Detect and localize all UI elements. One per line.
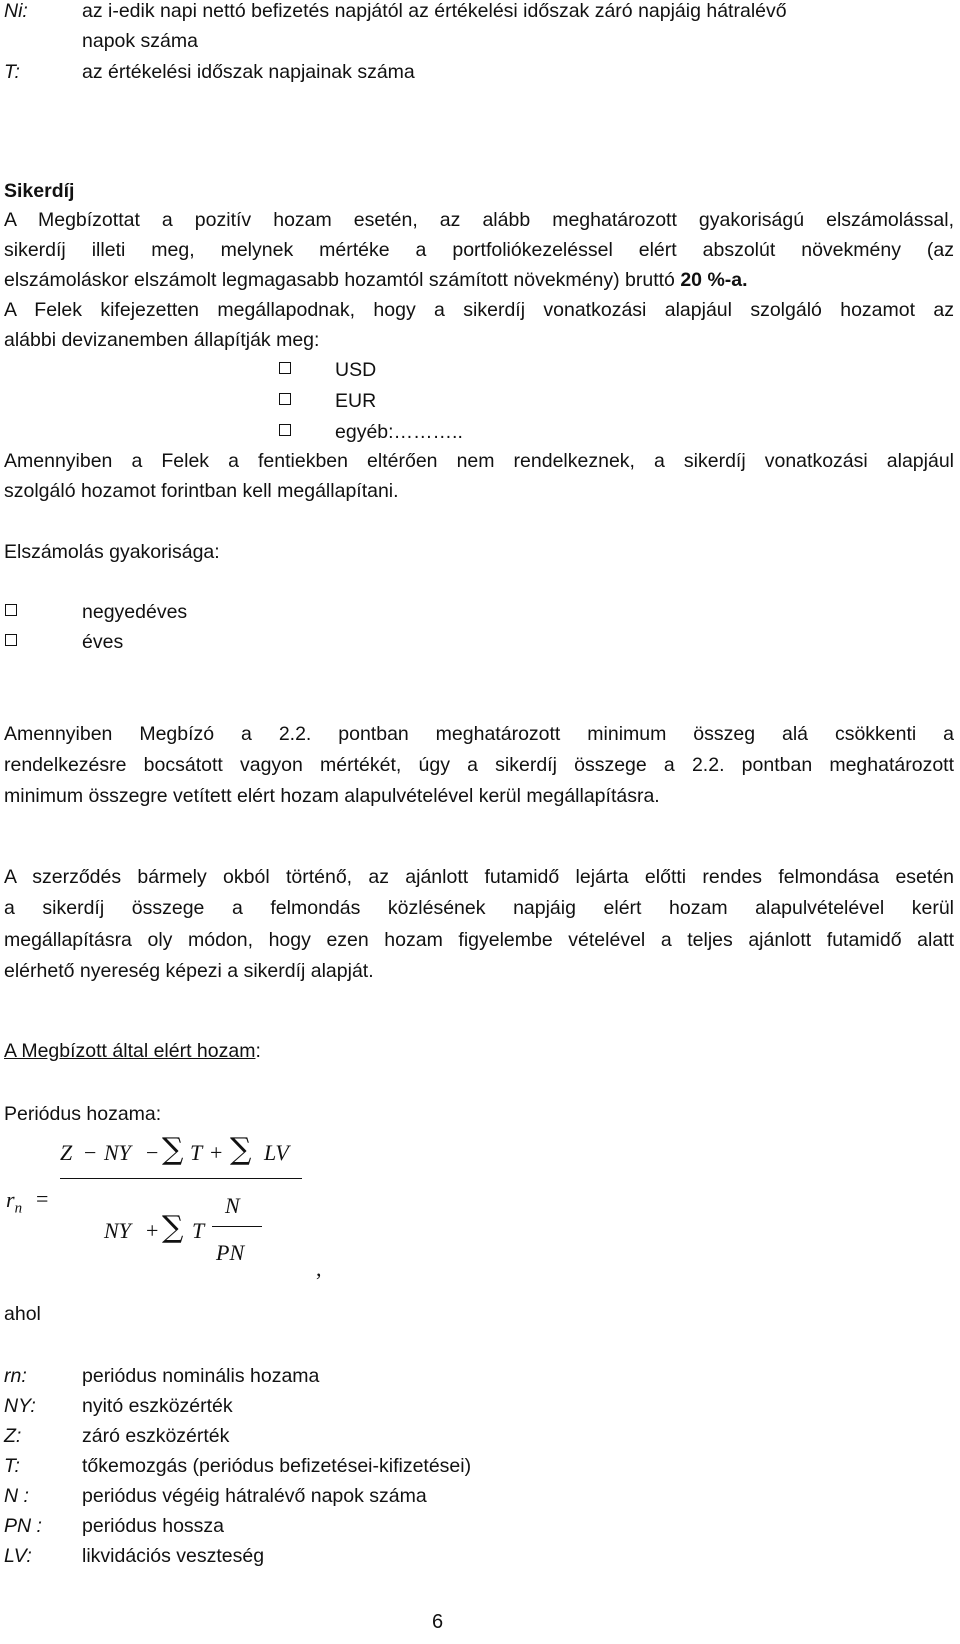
achieved-yield-heading: [4, 1036, 261, 1066]
def-key: PN :: [4, 1515, 42, 1537]
sym-minus: −: [146, 1140, 159, 1165]
sym-pn: PN: [216, 1240, 245, 1265]
formula-lhs: [6, 1187, 22, 1217]
page-number: 6: [432, 1611, 444, 1633]
paragraph-line: Amennyiben a Felek a fentiekben eltérően nem rendelkeznek, a sikerdíj vonatkozási alapjául: [4, 450, 954, 472]
def-value: az értékelési időszak napjainak száma: [82, 61, 415, 83]
paragraph-line: sikerdíj illeti meg, melynek mértéke a portfoliókezeléssel elért abszolút növekmény (az: [4, 239, 954, 261]
def-key: Ni:: [4, 0, 28, 22]
fraction-bar: [60, 1178, 302, 1179]
option-label: egyéb:………..: [335, 421, 463, 443]
paragraph-line: Amennyiben Megbízó a 2.2. pontban meghatározott minimum összeg alá csökkenti a: [4, 723, 954, 745]
option-label: USD: [335, 359, 377, 381]
formula-eq: =: [36, 1186, 49, 1211]
sym-n: N: [225, 1193, 240, 1218]
paragraph-line: megállapításra oly módon, hogy ezen hozam figyelembe vételével a teljes ajánlott futamidő alatt: [4, 929, 954, 951]
sym-minus: −: [84, 1140, 97, 1165]
checkbox[interactable]: [279, 393, 291, 405]
def-value: periódus végéig hátralévő napok száma: [82, 1485, 427, 1507]
achieved-yield-label: A Megbízott által elért hozam: [4, 1040, 256, 1062]
sym-ny: NY: [104, 1218, 131, 1243]
def-key: Z:: [4, 1425, 22, 1447]
formula-comma: ,: [316, 1256, 322, 1281]
def-key: rn:: [4, 1365, 27, 1387]
def-key: T:: [4, 61, 20, 83]
sigma-icon: ∑: [162, 1210, 184, 1245]
paragraph-line: szolgáló hozamot forintban kell megállapítani.: [4, 480, 399, 502]
frequency-label: Elszámolás gyakorisága:: [4, 541, 220, 563]
def-key: NY:: [4, 1395, 36, 1417]
def-value-line1: az i-edik napi nettó befizetés napjától az értékelési időszak záró napjáig hátralévő: [82, 0, 787, 22]
sym-t: T: [192, 1218, 205, 1243]
option-label: éves: [82, 631, 124, 653]
sigma-icon: ∑: [162, 1132, 184, 1167]
def-value-line2: napok száma: [82, 30, 198, 52]
def-key: N :: [4, 1485, 29, 1507]
def-value: periódus nominális hozama: [82, 1365, 320, 1387]
def-key: LV:: [4, 1545, 32, 1567]
paragraph-line: A Megbízottat a pozitív hozam esetén, az alább meghatározott gyakoriságú elszámolással,: [4, 209, 954, 231]
sigma-icon: ∑: [230, 1132, 252, 1167]
def-value: periódus hossza: [82, 1515, 225, 1537]
paragraph-line: alábbi devizanemben állapítják meg:: [4, 329, 320, 351]
sym-plus: +: [146, 1218, 159, 1243]
text: elszámoláskor elszámolt legmagasabb hozamtól számított növekmény) bruttó: [4, 269, 675, 291]
sym-plus: +: [210, 1140, 223, 1165]
period-yield-label: Periódus hozama:: [4, 1103, 162, 1125]
sym-t: T: [190, 1140, 203, 1165]
paragraph-line: A Felek kifejezetten megállapodnak, hogy a sikerdíj vonatkozási alapjául szolgáló hozamot az: [4, 299, 954, 321]
checkbox[interactable]: [5, 634, 17, 646]
def-key: T:: [4, 1455, 20, 1477]
sym-z: Z: [60, 1140, 73, 1165]
paragraph-line: rendelkezésre bocsátott vagyon mértékét, úgy a sikerdíj összege a 2.2. pontban meghatározott: [4, 754, 954, 776]
option-label: EUR: [335, 390, 377, 412]
text: %-a.: [707, 269, 748, 291]
colon: :: [255, 1040, 261, 1062]
sym-lv: LV: [264, 1140, 289, 1165]
checkbox[interactable]: [279, 362, 291, 374]
def-value: likvidációs veszteség: [82, 1545, 265, 1567]
paragraph-line: minimum összegre vetített elért hozam alapulvételével kerül megállapításra.: [4, 785, 660, 807]
def-value: tőkemozgás (periódus befizetései-kifizetései): [82, 1455, 472, 1477]
symbol-r: r: [6, 1187, 15, 1212]
paragraph-line: elérhető nyereség képezi a sikerdíj alapját.: [4, 960, 374, 982]
paragraph-line: a sikerdíj összege a felmondás közlésének napjáig elért hozam alapulvételével kerül: [4, 897, 954, 919]
checkbox[interactable]: [279, 424, 291, 436]
paragraph-line: [4, 265, 748, 295]
option-label: negyedéves: [82, 601, 188, 623]
inner-fraction-bar: [212, 1226, 262, 1227]
def-value: nyitó eszközérték: [82, 1395, 233, 1417]
symbol-n: n: [14, 1200, 23, 1217]
fee-percent: 20: [680, 269, 703, 291]
paragraph-line: A szerződés bármely okból történő, az ajánlott futamidő lejárta előtti rendes felmondása esetén: [4, 866, 954, 888]
checkbox[interactable]: [5, 604, 17, 616]
def-value: záró eszközérték: [82, 1425, 230, 1447]
sym-ny: NY: [104, 1140, 131, 1165]
section-heading-sikerdij: Sikerdíj: [4, 180, 75, 202]
where-label: ahol: [4, 1303, 41, 1325]
